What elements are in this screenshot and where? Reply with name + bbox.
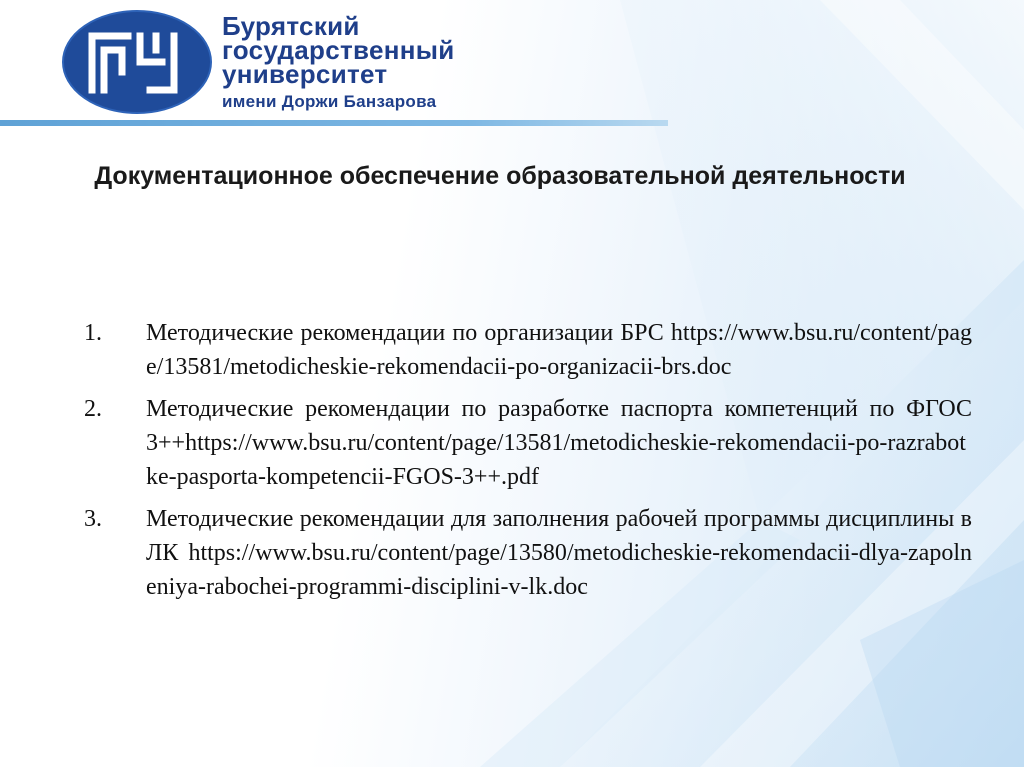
header-divider [0,120,668,126]
list-item [0,316,1024,384]
document-title: Методические рекомендации по разработке паспорта компетенций по ФГОС 3++ [146,396,972,456]
list-item-text [146,316,972,384]
list-item-text [146,392,972,494]
university-name-line: университет [222,59,388,89]
document-title: Методические рекомендации по организации БРС [146,320,671,346]
university-name-line: государственный [222,35,455,65]
document-link[interactable]: https://www.bsu.ru/content/page/13581/metodicheskie-rekomendacii-po-organizacii-brs.doc [146,320,972,380]
list-item-text [146,502,972,604]
document-list [0,316,1024,612]
university-name [222,11,522,114]
list-item-number: 1. [84,320,102,346]
list-item [0,502,1024,604]
list-item [0,392,1024,494]
document-title: Методические рекомендации для заполнения рабочей программы дисциплины в ЛК [146,506,972,566]
list-item-number: 3. [84,506,102,532]
document-link[interactable]: https://www.bsu.ru/content/page/13580/metodicheskie-rekomendacii-dlya-zapolneniya-rabochei-programmi-disciplini-v-lk.doc [146,540,972,600]
university-name-line: Бурятский [222,11,360,41]
page-title: Документационное обеспечение образовательной деятельности [94,162,906,190]
university-name-subtitle: имени Доржи Банзарова [222,92,437,111]
document-link[interactable]: https://www.bsu.ru/content/page/13581/metodicheskie-rekomendacii-po-razrabotke-pasporta-kompetencii-FGOS-3++.pdf [146,430,966,490]
bsu-logo-icon [62,10,212,114]
list-item-number: 2. [84,396,102,422]
